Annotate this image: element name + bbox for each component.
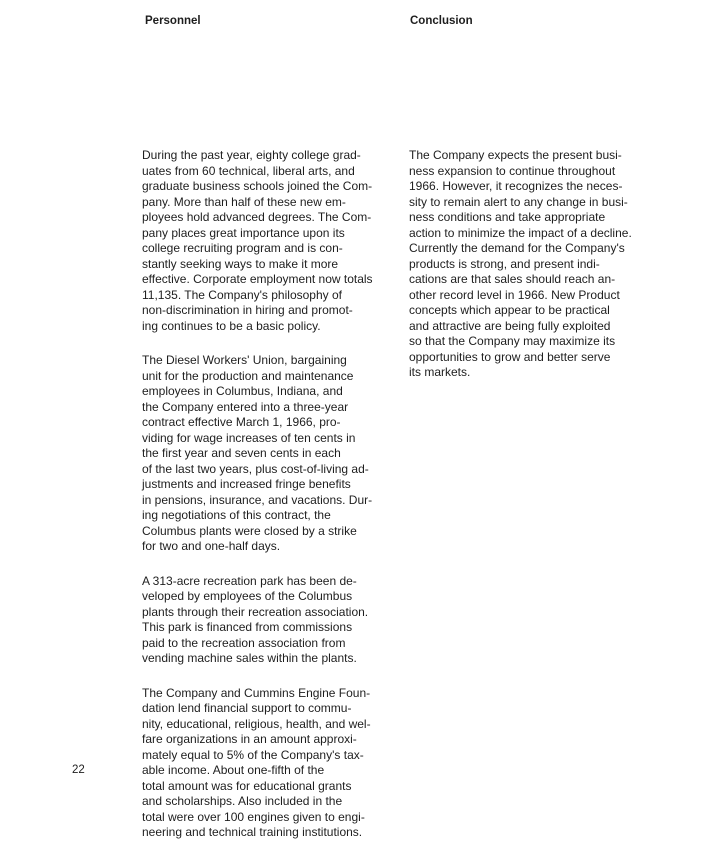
text-line: This park is financed from commissions xyxy=(142,620,353,634)
section-heading-personnel: Personnel xyxy=(145,15,201,27)
text-line: ing negotiations of this contract, the xyxy=(142,508,331,522)
text-line: neering and technical training institutions. xyxy=(142,825,363,839)
text-line: graduate business schools joined the Com- xyxy=(142,179,373,193)
text-line: ing continues to be a basic policy. xyxy=(142,318,321,333)
text-line: ness conditions and take appropriate xyxy=(409,210,606,224)
text-line: cations are that sales should reach an- xyxy=(409,272,616,286)
text-line: opportunities to grow and better serve xyxy=(409,349,611,364)
text-line: During the past year, eighty college grad- xyxy=(142,148,361,162)
text-line: non-discrimination in hiring and promot- xyxy=(142,303,353,317)
text-line: and scholarships. Also included in the xyxy=(142,794,343,808)
text-line: 11,135. The Company's philosophy of xyxy=(142,287,342,302)
text-line: for two and one-half days. xyxy=(142,539,281,553)
text-line: the Company entered into a three-year xyxy=(142,399,349,414)
text-line: plants through their recreation association. xyxy=(142,604,369,619)
text-line: The Company and Cummins Engine Foun- xyxy=(142,685,371,700)
text-line: employees in Columbus, Indiana, and xyxy=(142,384,343,398)
text-line: A 313-acre recreation park has been de- xyxy=(142,573,357,588)
paragraph xyxy=(409,148,639,381)
text-line: viding for wage increases of ten cents in xyxy=(142,430,356,445)
text-line: ness expansion to continue throughout xyxy=(409,163,616,178)
text-line: vending machine sales within the plants. xyxy=(142,651,357,665)
text-line: action to minimize the impact of a decline. xyxy=(409,225,632,240)
text-line: nity, educational, religious, health, and wel- xyxy=(142,716,371,731)
text-line: concepts which appear to be practical xyxy=(409,303,610,317)
text-line: Currently the demand for the Company's xyxy=(409,241,625,255)
text-line: fare organizations in an amount approxi- xyxy=(142,732,357,746)
page-number: 22 xyxy=(72,764,85,776)
text-line: The Company expects the present busi- xyxy=(409,148,622,162)
text-line: veloped by employees of the Columbus xyxy=(142,589,353,603)
text-line: unit for the production and maintenance xyxy=(142,368,354,383)
text-line: total amount was for educational grants xyxy=(142,778,352,793)
text-line: 1966. However, it recognizes the neces- xyxy=(409,179,623,193)
text-line: pany places great importance upon its xyxy=(142,225,345,240)
text-line: products is strong, and present indi- xyxy=(409,256,600,271)
text-line: justments and increased fringe benefits xyxy=(142,477,351,491)
text-line: sity to remain alert to any change in busi- xyxy=(409,194,628,209)
text-line: in pensions, insurance, and vacations. Dur- xyxy=(142,492,373,507)
text-line: the first year and seven cents in each xyxy=(142,446,341,460)
text-line: The Diesel Workers' Union, bargaining xyxy=(142,353,347,367)
paragraph xyxy=(142,574,378,667)
personnel-column xyxy=(142,148,378,860)
text-line: pany. More than half of these new em- xyxy=(142,194,346,209)
text-line: so that the Company may maximize its xyxy=(409,334,616,348)
text-line: ployees hold advanced degrees. The Com- xyxy=(142,210,372,224)
text-line: college recruiting program and is con- xyxy=(142,241,343,255)
text-line: mately equal to 5% of the Company's tax- xyxy=(142,747,364,762)
text-line: able income. About one-fifth of the xyxy=(142,763,325,777)
text-line: uates from 60 technical, liberal arts, and xyxy=(142,163,355,178)
text-line: Columbus plants were closed by a strike xyxy=(142,523,357,538)
section-heading-conclusion: Conclusion xyxy=(410,15,473,27)
text-line: stantly seeking ways to make it more xyxy=(142,256,339,271)
text-line: of the last two years, plus cost-of-living ad- xyxy=(142,461,369,476)
conclusion-column xyxy=(409,148,639,400)
text-line: contract effective March 1, 1966, pro- xyxy=(142,415,341,429)
paragraph xyxy=(142,148,378,334)
text-line: effective. Corporate employment now totals xyxy=(142,272,373,286)
paragraph xyxy=(142,353,378,555)
text-line: its markets. xyxy=(409,365,471,379)
paragraph xyxy=(142,686,378,841)
text-line: total were over 100 engines given to engi- xyxy=(142,809,365,824)
text-line: other record level in 1966. New Product xyxy=(409,287,620,302)
text-line: dation lend financial support to commu- xyxy=(142,701,352,715)
text-line: and attractive are being fully exploited xyxy=(409,318,611,333)
text-line: paid to the recreation association from xyxy=(142,635,346,650)
